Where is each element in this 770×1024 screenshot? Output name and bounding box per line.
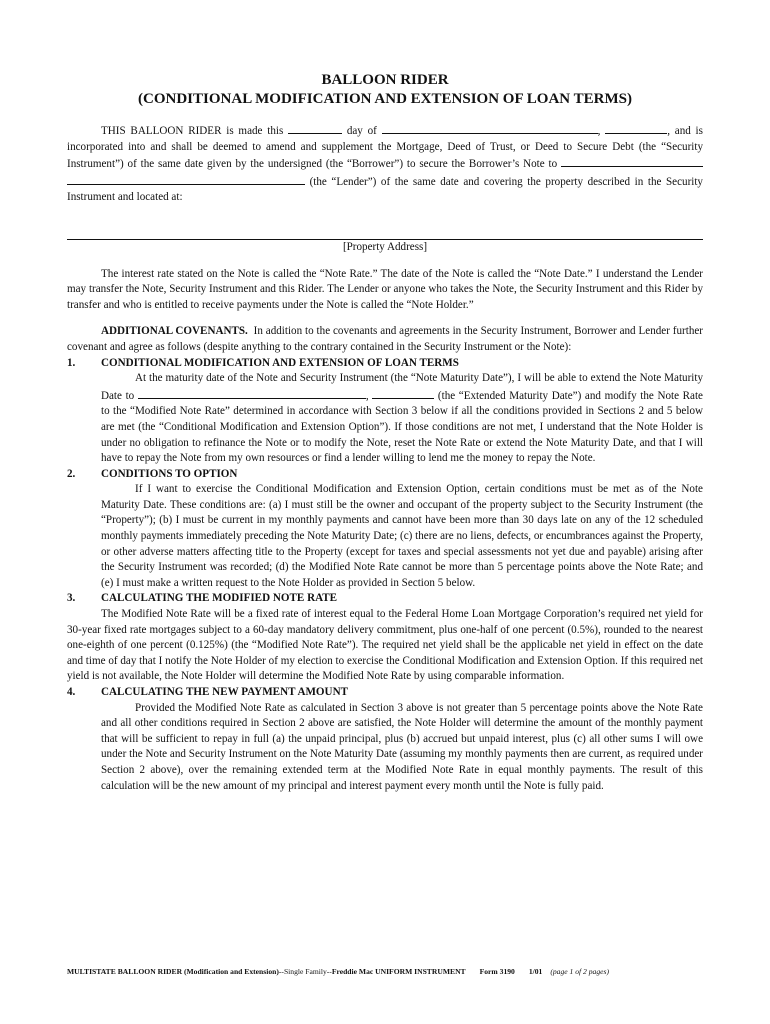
- lender-blank-1[interactable]: [561, 155, 703, 167]
- year-blank[interactable]: [605, 122, 667, 134]
- extended-year-blank[interactable]: [372, 387, 434, 399]
- document-body: [67, 122, 703, 794]
- form-date: 1/01: [528, 967, 543, 976]
- section-3-body: The Modified Note Rate will be a fixed rate of interest equal to the Federal Home Loan Mortgage Corporation’s required net yield for 30-year fixed rate mortgages subject to a 60-day mandatory delivery commitment, plus one-half of one percent (0.5%), rounded to the nearest one-eighth of one percent (0.125%) (the “Modified Note Rate”). The required net yield shall be the applicable net yield in effect on the date and time of day that I notify the Note Holder of my election to exercise the Conditional Modification and Extension Option. If this required net yield is not available, the Note Holder will determine the Modified Note Rate by using comparable information.: [67, 608, 703, 683]
- section-4-body: Provided the Modified Note Rate as calculated in Section 3 above is not greater than 5 percentage points above the Note Rate and all other conditions required in Section 2 above are satisfied, the Note Holder will determine the amount of the monthly payment that will be sufficient to repay in full (a) the unpaid principal, plus (b) accrued but unpaid interest, plus (c) all other sums I will owe under the Note and Security Instrument on the Note Maturity Date (assuming my monthly payments then are current, as required under Section 2 above), over the remaining extended term at the Modified Note Rate in equal monthly payments. The result of this calculation will be the new amount of my principal and interest payment every month until the Note is fully paid.: [101, 701, 703, 792]
- page-indicator: (page 1 of 2 pages): [550, 967, 609, 976]
- section-2-heading: 2. CONDITIONS TO OPTION: [67, 467, 238, 480]
- covenants-heading: ADDITIONAL COVENANTS.: [101, 325, 248, 338]
- property-address-label: [Property Address]: [342, 240, 428, 253]
- document-subtitle: (CONDITIONAL MODIFICATION AND EXTENSION OF LOAN TERMS): [138, 91, 632, 107]
- section-2-body: If I want to exercise the Conditional Modification and Extension Option, certain conditions must be met as of the Note Maturity Date. These conditions are: (a) I must still be the owner and occupant of the property subject to the Security Instrument (the “Property”); (b) I must be current in my monthly payments and cannot have been more than 30 days late on any of the 12 scheduled monthly payments immediately preceding the Note Maturity Date; (c) there are no liens, defects, or encumbrances against the Property, or other adverse matters affecting title to the Property (except for taxes and special assessments not yet due and payable) arising after the Security Instrument was recorded; (d) the Modified Note Rate cannot be more than 5 percentage points above the Note Rate; and (e) I must make a written request to the Note Holder as provided in Section 5 below.: [101, 483, 703, 589]
- intro-paragraph: THIS BALLOON RIDER is made this day of , , and is incorporated into and shall be deemed to amend and supplement the Mortgage, Deed of Trust, or Deed to Secure Debt (the “Security Instrument”) of the same date given by the undersigned (the “Borrower”) to secure the Borrower’s Note to (the “Lender”) of the same date and covering the property described in the Security Instrument and located at:: [67, 122, 703, 206]
- section-1-body: At the maturity date of the Note and Security Instrument (the “Note Maturity Date”), I will be able to extend the Note Maturity Date to , (the “Extended Maturity Date”) and modify the Note Rate to the “Modified Note Rate” determined in accordance with Section 3 below if all the conditions provided in Sections 2 and 5 below are met (the “Conditional Modification and Extension Option”). If those conditions are not met, I understand that the Note Holder is under no obligation to refinance the Note or to modify the Note, reset the Note Rate or extend the Note Maturity Date, and that I will have to repay the Note from my own resources or find a lender willing to lend me the money to repay the Note.: [101, 372, 703, 465]
- page-footer: MULTISTATE BALLOON RIDER (Modification and Extension)--Single Family--Freddie Mac UNIFORM INSTRUMENT Form 3190 1/01 (page 1 of 2 pages): [67, 967, 609, 976]
- form-number: Form 3190: [479, 967, 515, 976]
- month-blank[interactable]: [382, 122, 598, 134]
- day-blank[interactable]: [288, 122, 342, 134]
- section-1-heading: 1. CONDITIONAL MODIFICATION AND EXTENSION OF LOAN TERMS: [67, 356, 459, 369]
- section-4-heading: 4. CALCULATING THE NEW PAYMENT AMOUNT: [67, 686, 348, 698]
- extended-date-blank[interactable]: [138, 387, 366, 399]
- additional-covenants: ADDITIONAL COVENANTS. In addition to the covenants and agreements in the Security Instrument, Borrower and Lender further covenant and agree as follows (despite anything to the contrary contained in the Security Instrument or the Note):: [67, 325, 703, 353]
- lender-blank-2[interactable]: [67, 173, 305, 185]
- document-title: BALLOON RIDER: [321, 72, 449, 88]
- section-3-heading: 3. CALCULATING THE MODIFIED NOTE RATE: [67, 592, 338, 605]
- note-paragraph: The interest rate stated on the Note is called the “Note Rate.” The date of the Note is called the “Note Date.” I understand the Lender may transfer the Note, Security Instrument and this Rider. The Lender or anyone who takes the Note, the Security Instrument and this Rider by transfer and who is entitled to receive payments under the Note is called the “Note Holder.”: [67, 267, 703, 311]
